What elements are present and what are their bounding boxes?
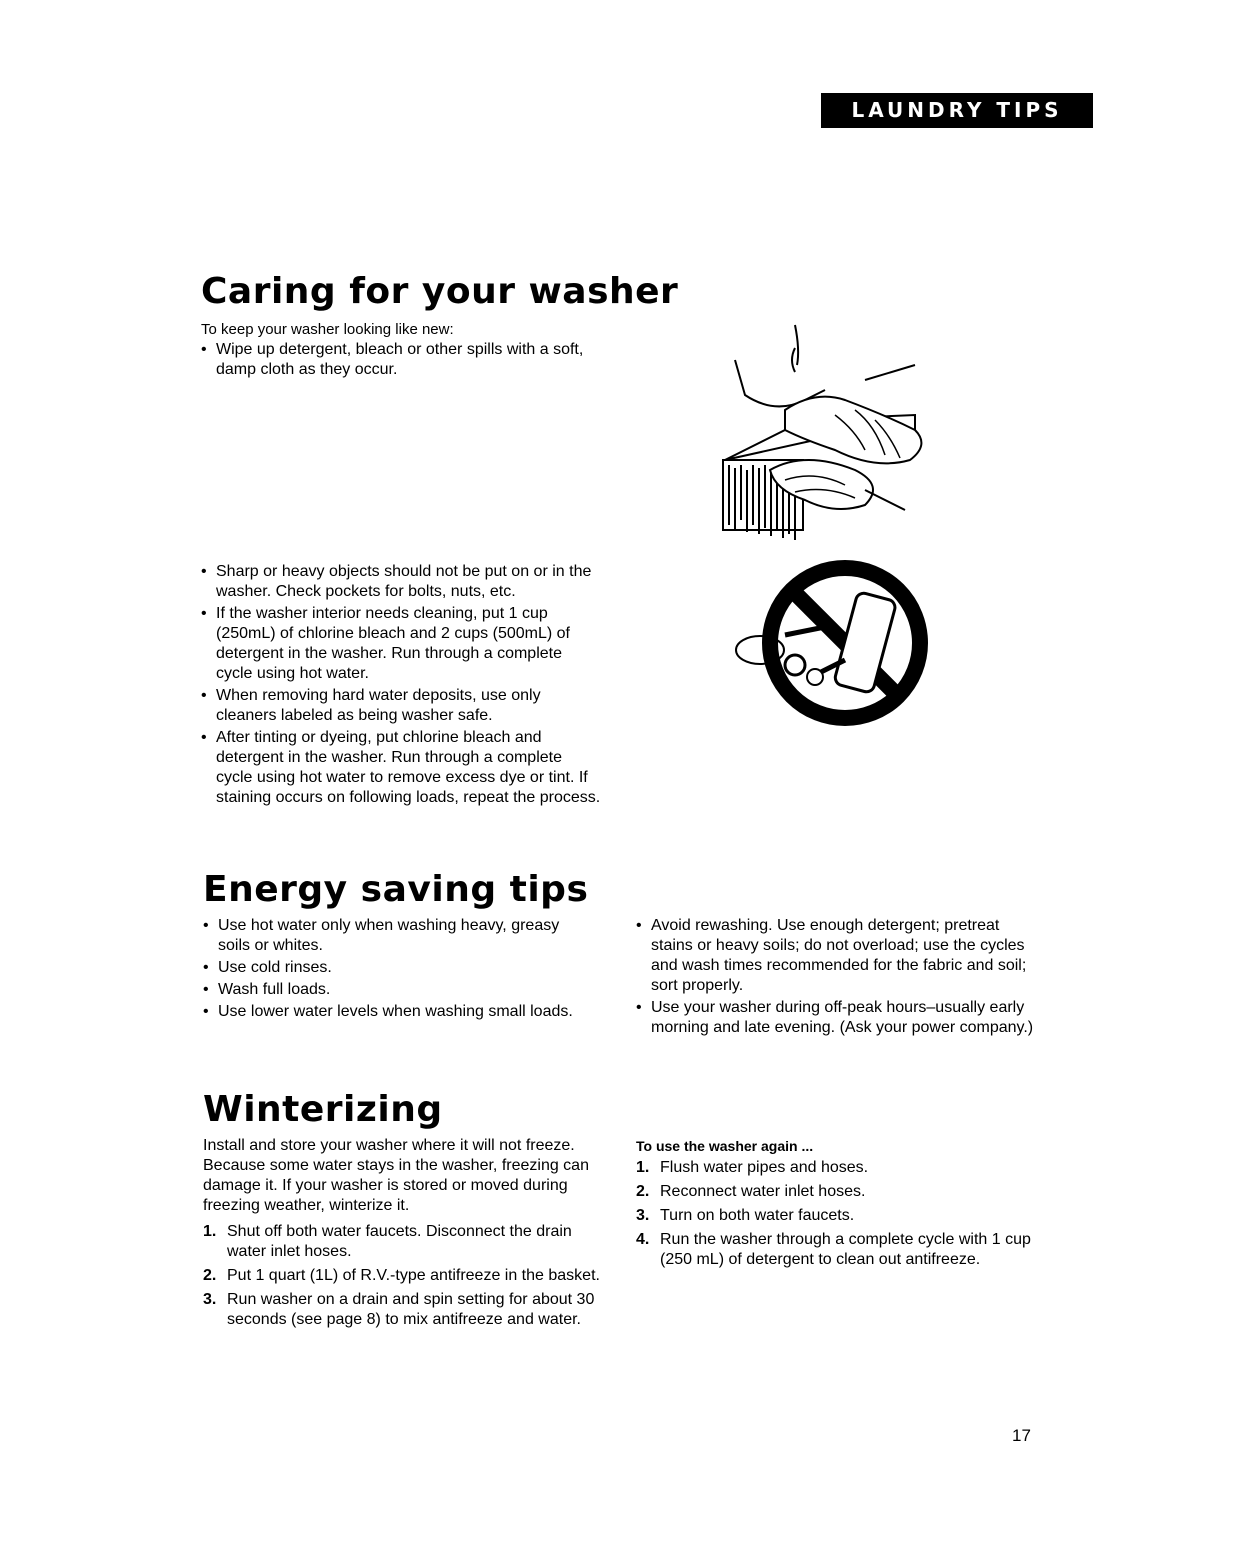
caring-bullets-block (201, 562, 601, 810)
section-tab: LAUNDRY TIPS (821, 93, 1093, 128)
list-item: • Use lower water levels when washing small loads. (203, 1002, 583, 1022)
step-number: 3. (203, 1291, 217, 1308)
list-item: • Wash full loads. (203, 980, 583, 1000)
step-number: 4. (636, 1231, 650, 1248)
step-text: Turn on both water faucets. (660, 1207, 855, 1224)
caring-intro: To keep your washer looking like new: (201, 321, 454, 338)
list-item (636, 1158, 1036, 1178)
no-sharp-objects-icon (725, 555, 940, 735)
step-text: Flush water pipes and hoses. (660, 1159, 869, 1176)
energy-left-list (203, 916, 583, 1022)
list-item: • If the washer interior needs cleaning, put 1 cup (250mL) of chlorine bleach and 2 cups (500mL) of detergent in the washer. Run through a complete cycle using hot water. (201, 604, 601, 684)
list-item: • Use cold rinses. (203, 958, 583, 978)
list-item: • Wipe up detergent, bleach or other spills with a soft, damp cloth as they occur. (201, 340, 601, 380)
list-item: • Use hot water only when washing heavy, greasy soils or whites. (203, 916, 583, 956)
list-item: • Sharp or heavy objects should not be put on or in the washer. Check pockets for bolts, nuts, etc. (201, 562, 601, 602)
caring-list (201, 562, 601, 808)
list-item (203, 1290, 603, 1330)
step-number: 3. (636, 1207, 650, 1224)
energy-left-block (203, 916, 583, 1024)
step-number: 1. (203, 1223, 217, 1240)
use-again-heading: To use the washer again ... (636, 1138, 814, 1154)
list-item: • When removing hard water deposits, use only cleaners labeled as being washer safe. (201, 686, 601, 726)
energy-right-list (636, 916, 1036, 1038)
list-item: • Use your washer during off-peak hours–usually early morning and late evening. (Ask your power company.) (636, 998, 1036, 1038)
winter-right-block (636, 1136, 1036, 1274)
step-text: Run the washer through a complete cycle with 1 cup (250 mL) of detergent to clean out antifreeze. (660, 1231, 1031, 1268)
step-number: 2. (636, 1183, 650, 1200)
list-item (636, 1182, 1036, 1202)
list-item (636, 1230, 1036, 1270)
winter-intro: Install and store your washer where it will not freeze. Because some water stays in the washer, freezing can damage it. If your washer is stored or moved during freezing weather, winterize it. (203, 1137, 589, 1214)
winter-title: Winterizing (203, 1089, 443, 1130)
list-item: • Avoid rewashing. Use enough detergent; pretreat stains or heavy soils; do not overload; use the cycles and wash times recommended for the fabric and soil; sort properly. (636, 916, 1036, 996)
step-text: Reconnect water inlet hoses. (660, 1183, 866, 1200)
list-item (203, 1266, 603, 1286)
winter-steps (203, 1222, 603, 1330)
use-again-steps (636, 1158, 1036, 1270)
energy-title: Energy saving tips (203, 869, 589, 910)
hand-wiping-washer-illustration (715, 320, 955, 550)
caring-title: Caring for your washer (201, 271, 679, 312)
caring-top-list (201, 340, 601, 380)
step-text: Run washer on a drain and spin setting for about 30 seconds (see page 8) to mix antifreeze and water. (227, 1291, 595, 1328)
page-number: 17 (1012, 1426, 1031, 1445)
list-item (636, 1206, 1036, 1226)
caring-intro-block (201, 320, 601, 382)
list-item: • After tinting or dyeing, put chlorine bleach and detergent in the washer. Run through a complete cycle using hot water to remove excess dye or tint. If staining occurs on following loads, repeat the process. (201, 728, 601, 808)
step-number: 2. (203, 1267, 217, 1284)
step-text: Put 1 quart (1L) of R.V.-type antifreeze in the basket. (227, 1267, 600, 1284)
step-number: 1. (636, 1159, 650, 1176)
step-text: Shut off both water faucets. Disconnect the drain water inlet hoses. (227, 1223, 572, 1260)
list-item (203, 1222, 603, 1262)
winter-left-block (203, 1136, 603, 1334)
energy-right-block (636, 916, 1036, 1040)
